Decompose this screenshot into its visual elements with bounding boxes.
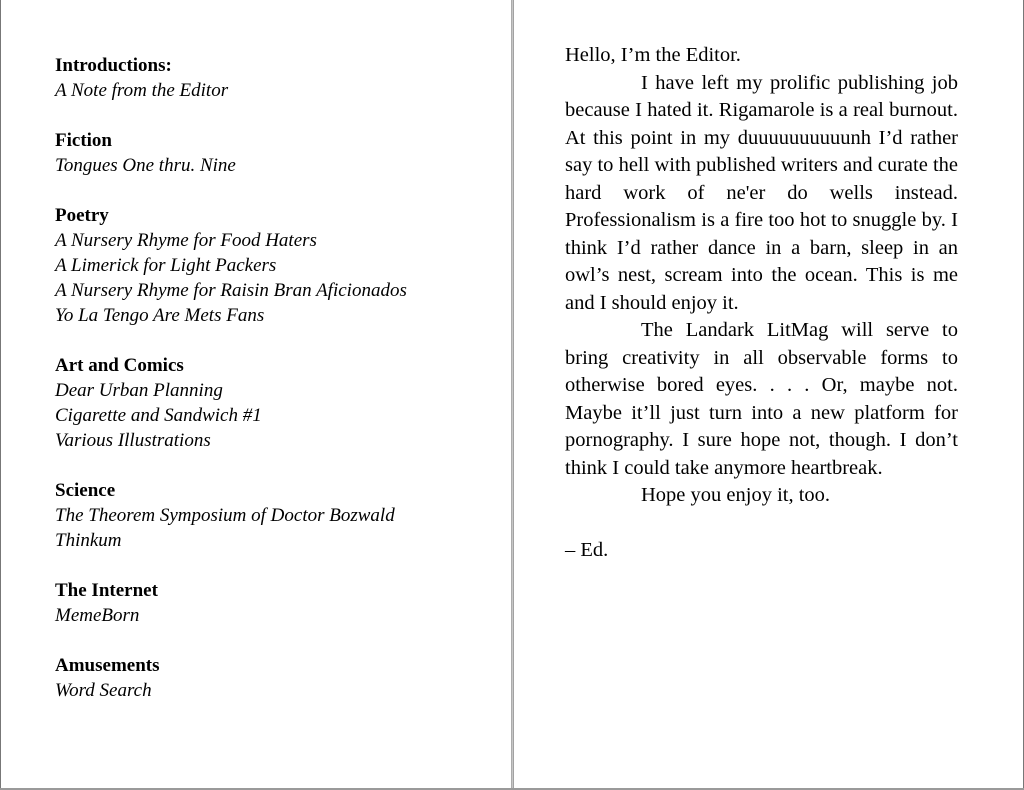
toc-entry[interactable]: A Nursery Rhyme for Raisin Bran Aficionados xyxy=(55,280,407,301)
toc-section-introductions xyxy=(55,53,495,103)
toc-entry[interactable]: A Nursery Rhyme for Food Haters xyxy=(55,230,317,251)
letter-closing: Hope you enjoy it, too. xyxy=(641,484,831,506)
toc-heading: Art and Comics xyxy=(55,355,184,376)
toc-section-poetry xyxy=(55,203,495,328)
left-page xyxy=(0,0,511,790)
letter-greeting: Hello, I’m the Editor. xyxy=(565,44,741,66)
letter-paragraph: I have left my prolific publishing job because I hated it. Rigamarole is a real burnout. At this point in my duuuuuuuuuunh I’d rather say to hell with published writers and curate the hard work of ne'er do wells instead. Professionalism is a fire too hot to snuggle by. I think I’d rather dance in a barn, sleep in an owl’s nest, scream into the ocean. This is me and I should enjoy it. xyxy=(565,71,958,314)
toc-entry[interactable]: The Theorem Symposium of Doctor Bozwald xyxy=(55,505,395,526)
toc-section-art-and-comics xyxy=(55,353,495,453)
toc-heading: Poetry xyxy=(55,205,109,226)
toc-entry[interactable]: MemeBorn xyxy=(55,605,140,626)
editor-letter xyxy=(565,42,958,564)
toc-entry[interactable]: Various Illustrations xyxy=(55,430,211,451)
toc-heading: Science xyxy=(55,480,116,501)
toc-entry[interactable]: Cigarette and Sandwich #1 xyxy=(55,405,262,426)
toc-entry[interactable]: Word Search xyxy=(55,680,152,701)
toc-entry[interactable]: A Note from the Editor xyxy=(55,80,229,101)
toc-section-fiction xyxy=(55,128,495,178)
toc-heading: Introductions: xyxy=(55,55,172,76)
letter-signature: – Ed. xyxy=(565,538,609,561)
toc-heading: The Internet xyxy=(55,580,158,601)
letter-paragraph: The Landark LitMag will serve to bring creativity in all observable forms to otherwise bored eyes. . . . Or, maybe not. Maybe it’ll just turn into a new platform for pornography. I sure hope not, though. I don’t think I could take anymore heartbreak. xyxy=(565,319,958,479)
toc-section-the-internet xyxy=(55,578,495,628)
toc-section-amusements xyxy=(55,653,495,703)
toc-entry[interactable]: A Limerick for Light Packers xyxy=(55,255,277,276)
toc-entry[interactable]: Tongues One thru. Nine xyxy=(55,155,236,176)
toc-entry[interactable]: Dear Urban Planning xyxy=(55,380,223,401)
toc-section-science xyxy=(55,478,495,553)
toc-entry[interactable]: Thinkum xyxy=(55,530,122,551)
table-of-contents xyxy=(55,53,495,728)
toc-heading: Amusements xyxy=(55,655,160,676)
toc-heading: Fiction xyxy=(55,130,112,151)
toc-entry[interactable]: Yo La Tengo Are Mets Fans xyxy=(55,305,265,326)
